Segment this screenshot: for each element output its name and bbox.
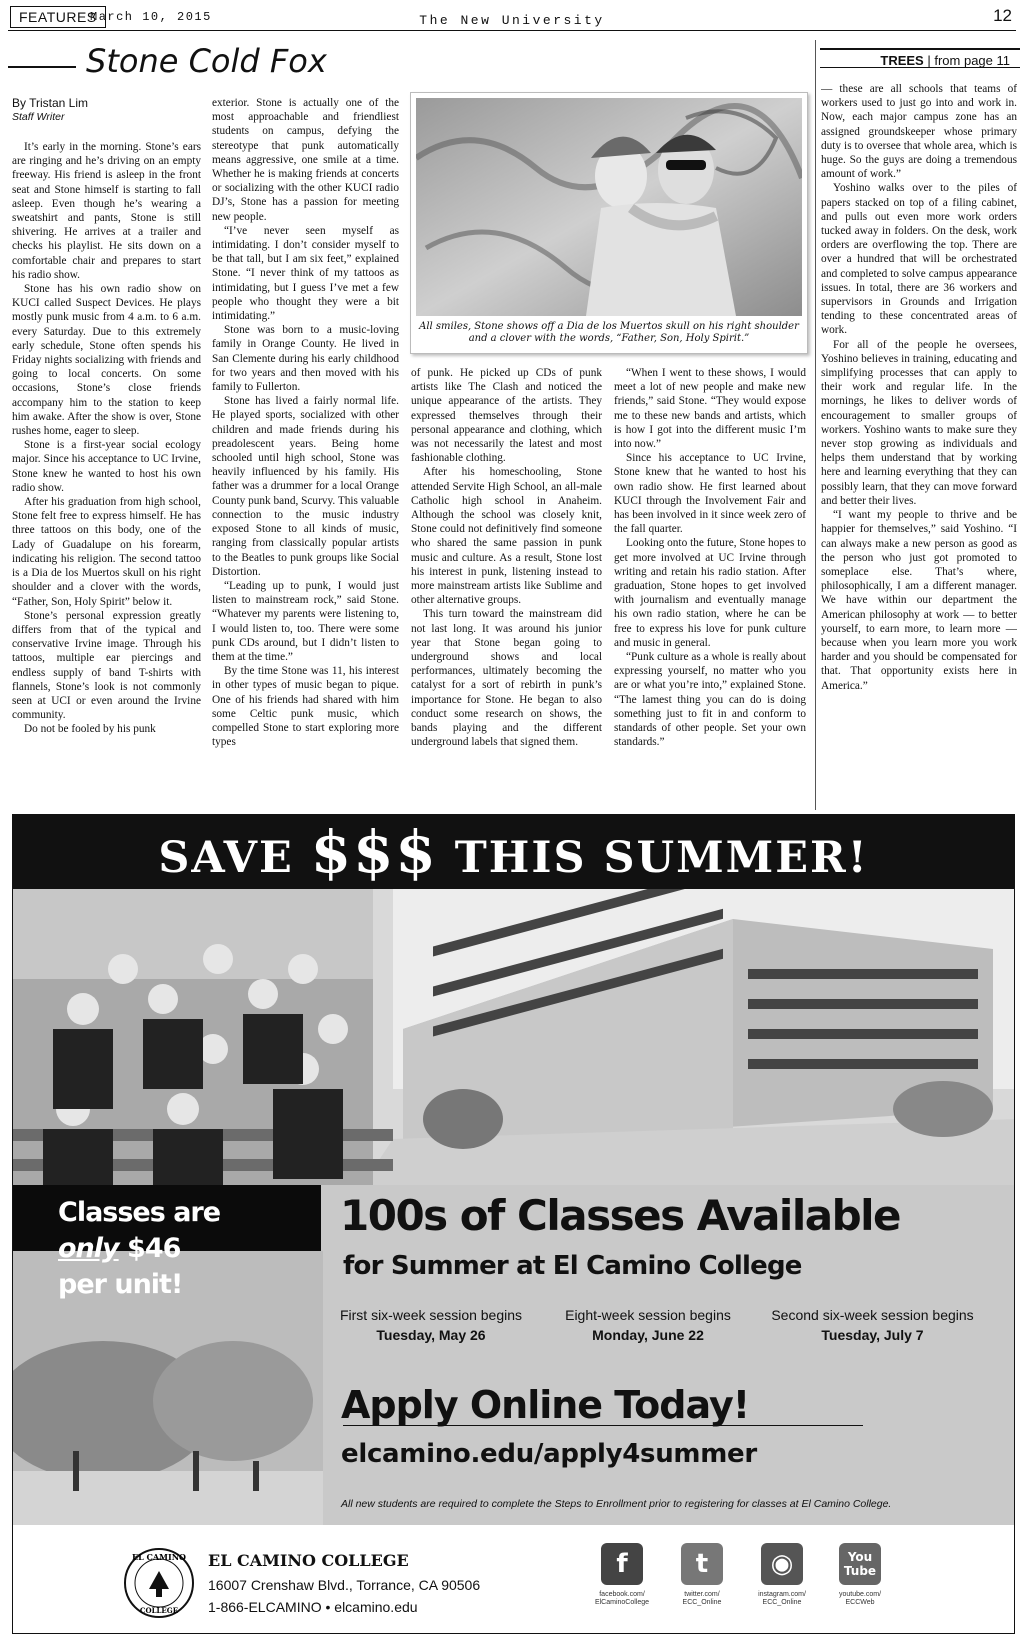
apply-rule [343,1425,863,1426]
college-seal-logo [123,1547,195,1619]
page-header [0,0,1024,34]
story-paragraph: Stone is a first-year social ecology major. Since his acceptance to UC Irvine, Stone knew he wanted to host his own radio show. [12,439,201,494]
story-paragraph: “When I went to these shows, I would meet a lot of new people and make new friends,” said Stone. “They would expose me to these new bands and artists, which is how I got into the different music I’m into now.” [614,367,806,451]
social-instagram[interactable] [743,1543,821,1607]
page-number: 12 [993,6,1012,25]
jump-kicker: TREES [880,53,924,68]
session-eight-week [543,1307,753,1343]
apply-url-link[interactable]: elcamino.edu/apply4summer [341,1439,757,1469]
column-divider [815,40,816,810]
story-paragraph: Stone has lived a fairly normal life. He played sports, socialized with other children and made friends during his preadolescent years. Being home schooled until high school, Stone was heavily influenced by his family. His father was a drummer for a local Orange County punk band, Scurvy. This valuable connection to the music industry exposed Stone to all kinds of music, ranging from classically popular artists to the Beatles to punk groups like Social Distortion. [212,395,399,578]
story-paragraph: exterior. Stone is actually one of the most approachable and friendliest students on campus, defying the stereotype that punk automatically means aggressive, one smile at a time. Whether he is making friends at concerts or socializing with the other KUCI radio DJ’s, Stone has a passion for meeting new people. [212,97,399,223]
story-column-4 [614,366,806,800]
seal-text-bottom: COLLEGE [139,1606,179,1615]
story-paragraph: Looking onto the future, Stone hopes to get more involved at UC Irvine through writing and retain his radio station. After graduation, Stone hopes to get involved with journalism and eventually manage his own radio station, where he can be free to express his love for punk culture and music in general. [614,537,806,649]
price-only: only [58,1233,119,1264]
ad-title: 100s of Classes Available [340,1191,901,1240]
session-label: Second six-week session begins [771,1307,974,1323]
social-handle-line: ECC_Online [762,1599,802,1606]
story-paragraph: After his homeschooling, Stone attended Servite High School, an all-male Catholic high school in Anaheim. Although the school was closely knit, Stone could not definitively find someone who shared the same passion in punk music and culture. As a result, Stone lost his interest in punk, listening instead to more mainstream artists like Sublime and other alternative groups. [411,466,602,607]
college-phone: 1-866-ELCAMINO [208,1599,322,1615]
story-column-2 [212,96,399,800]
story-paragraph: Since his acceptance to UC Irvine, Stone knew that he wanted to host his own radio show. He first learned about KUCI through the Involvement Fair and has been involved in it since week zero of the fall quarter. [614,452,806,536]
story-paragraph: For all of the people he oversees, Yoshino believes in training, educating and simplifying processes that can apply to their work and regular life. In the mornings, he likes to deliver words of encouragement to smaller groups of workers. Yoshino wants to make sure they never stop growing as individuals and helps them understand that by working here and learning everything that they can possibly learn, that they can move forward and better their lives. [821,338,1017,507]
seal-text-top: EL CAMINO [132,1552,186,1562]
price-callout [58,1195,220,1303]
price-line-2 [58,1231,220,1267]
ad-footer [13,1527,1014,1634]
story-paragraph: of punk. He picked up CDs of punk artists like The Clash and noticed the unique appearance of the artists. They expressed themselves through their personal appearance and clothing, which was not necessarily the latest and most fashionable clothing. [411,367,602,465]
story-headline: Stone Cold Fox [86,42,327,80]
session-date: Tuesday, May 26 [376,1327,486,1343]
byline-author: By Tristan Lim [12,96,89,110]
twitter-icon: t [681,1543,723,1585]
story-paragraph: Stone was born to a music-loving family in Orange County. He lived in San Clemente during his early childhood for two years and then moved with his family to Fullerton. [212,324,399,394]
enrollment-note: All new students are required to complete the Steps to Enrollment prior to registering for classes at El Camino College. [341,1498,892,1510]
story-column-3 [411,366,602,800]
ad-banner [13,815,1014,889]
trees-column [821,82,1017,802]
session-label: First six-week session begins [339,1307,523,1323]
session-date: Monday, June 22 [592,1327,704,1343]
byline-role: Staff Writer [12,111,65,123]
photo-caption: All smiles, Stone shows off a Dia de los Muertos skull on his right shoulder and a clover with the words, “Father, Son, Holy Spirit.” [419,321,799,344]
instagram-icon: ◉ [761,1543,803,1585]
newspaper-name: The New University [419,13,605,28]
youtube-icon: You Tube [839,1543,881,1585]
ad-subtitle: for Summer at El Camino College [343,1251,802,1281]
college-address: 16007 Crenshaw Blvd., Torrance, CA 90506 [208,1577,481,1593]
session-date: Tuesday, July 7 [821,1327,924,1343]
story-paragraph: It’s early in the morning. Stone’s ears are ringing and he’s driving on an empty freeway. His friend is asleep in the front seat and Stone himself is starting to fall asleep. Even though he’s wearing a sweatshirt and pants, Stone is still shivering. He arrives at a trailer and checks his playlist. He sits down on a comfortable chair and prepares to start his radio show. [12,141,201,281]
social-handle-line: ECC_Online [682,1599,722,1606]
social-twitter[interactable] [663,1543,741,1607]
story-photo-frame [410,92,808,354]
story-paragraph: “Punk culture as a whole is really about expressing yourself, no matter who you are or what you’re into,” explained Stone. “The lamest thing you can do is doing something just to fit in and conform to standards of other people. Set your own standards.” [614,651,806,749]
jump-from: from page 11 [934,53,1010,68]
story-paragraph: By the time Stone was 11, his interest in other types of music began to pique. One of his friends had shared with him some Celtic punk music, which compelled Stone to start exploring more types [212,665,399,749]
social-handle-line: ECCWeb [845,1599,875,1606]
jump-separator: | [927,53,935,68]
banner-text: SAVE [158,833,311,883]
story-paragraph: After his graduation from high school, Stone felt free to express himself. He has three tattoos on this body, one of the Lady of Guadalupe on his forearm, indicating his religion. The second tattoo is a Dia de los Muertos skull on his right shoulder and a clover with the words, “Father, Son, Holy Spirit” below it. [12,496,201,608]
story-paragraph: Do not be fooled by his punk [24,723,156,736]
headline-rule [8,66,76,68]
college-name: EL CAMINO COLLEGE [208,1551,409,1570]
session-second-six-week [770,1307,975,1343]
social-handle-line: ElCaminoCollege [594,1599,650,1606]
story-paragraph: “I’ve never seen myself as intimidating. I don’t consider myself to be that tall, but I am six feet,” explained Stone. “I never think of my tattoos as intimidating, but I guess I’ve met a few people who thought they were a bit intimidating.” [212,224,399,323]
story-paragraph: Yoshino walks over to the piles of papers stacked on top of a filing cabinet, and pulls out even more work orders tucked away in folders. On the desk, work orders are overflowing the top. There are over a hundred that will be orchestrated and completed to solve campus appearance issues. In total, there are 36 workers and supervisors in Grounds and Irrigation tending to these concentrated areas of work. [821,182,1017,337]
price-line-1: Classes are [58,1197,221,1228]
header-rule [8,30,1016,31]
social-facebook[interactable] [583,1543,661,1607]
story-paragraph: “Leading up to punk, I would just listen to mainstream rock,” said Stone. “Whatever my parents were listening to, I would listen to, too. There were some punk CDs around, but I didn’t listen to them at the time.” [212,579,399,663]
byline [12,96,88,124]
banner-dollars: $$$ [310,818,438,886]
story-paragraph: This turn toward the mainstream did not last long. It was around his junior year that Stone began going to underground shows and local performances, ultimately becoming the catalyst for a sort of rebirth in punk’s importance for Stone. He began to also conduct some research on shows, the bands playing and the different underground labels that signed them. [411,608,602,749]
story-paragraph: “I want my people to thrive and be happier for themselves,” said Yoshino. “I can always make a new person as good as the person who just got promoted to someplace else. That’s where, philosophically, I am a different manager. We have within our department the American philosophy at work — to better yourself, to earn more, to learn more — because when you learn more you work harder and you should be compensated for that. That opportunity exists here in America.” [821,509,1017,692]
social-handle-line: facebook.com/ [599,1591,645,1598]
headline-row [8,42,808,86]
el-camino-advertisement [12,814,1015,1634]
college-web-link[interactable]: elcamino.edu [334,1599,418,1615]
jump-header [820,48,1020,68]
contact-separator: • [325,1599,335,1615]
apply-heading: Apply Online Today! [341,1383,750,1427]
session-first-six-week [331,1307,531,1343]
story-column-1 [12,140,201,800]
social-handle-line: twitter.com/ [684,1591,720,1598]
story-photo [416,98,802,316]
price-amount: $46 [118,1233,181,1264]
banner-text: THIS SUMMER! [437,833,869,883]
college-contact [208,1599,418,1615]
social-handle-line: instagram.com/ [758,1591,806,1598]
social-youtube[interactable] [821,1543,899,1607]
story-paragraph: — these are all schools that teams of workers used to just go into and work in. Now, each major campus zone has an assigned groundskeeper whose primary duty is to oversee that whole area, which is huge. So the guys are doing a tremendous amount of work.” [821,83,1017,181]
session-label: Eight-week session begins [565,1307,731,1323]
photo-illustration [416,98,802,316]
section-label: FEATURES [10,6,106,28]
story-paragraph: Stone’s personal expression greatly differs from that of the typical and conservative Irvine image. Through his tattoos, multiple ear piercings and endless supply of band T-shirts with flannels, Stone’s look is not commonly seen at UCI or even around the Irvine community. [12,609,201,722]
social-handle-line: youtube.com/ [838,1591,882,1598]
issue-date: March 10, 2015 [90,10,212,24]
price-line-3: per unit! [58,1269,183,1300]
facebook-icon: f [601,1543,643,1585]
story-paragraph: Stone has his own radio show on KUCI called Suspect Devices. He plays mostly punk music from 4 a.m. to 6 a.m. every Saturday. Due to this extremely early schedule, Stone often spends his Friday nights socializing with friends and going to local concerts. On some occasions, Stone’s close friends accompany him to the station to keep him awake. After the show is over, Stone rushes home, eager to sleep. [12,283,201,438]
